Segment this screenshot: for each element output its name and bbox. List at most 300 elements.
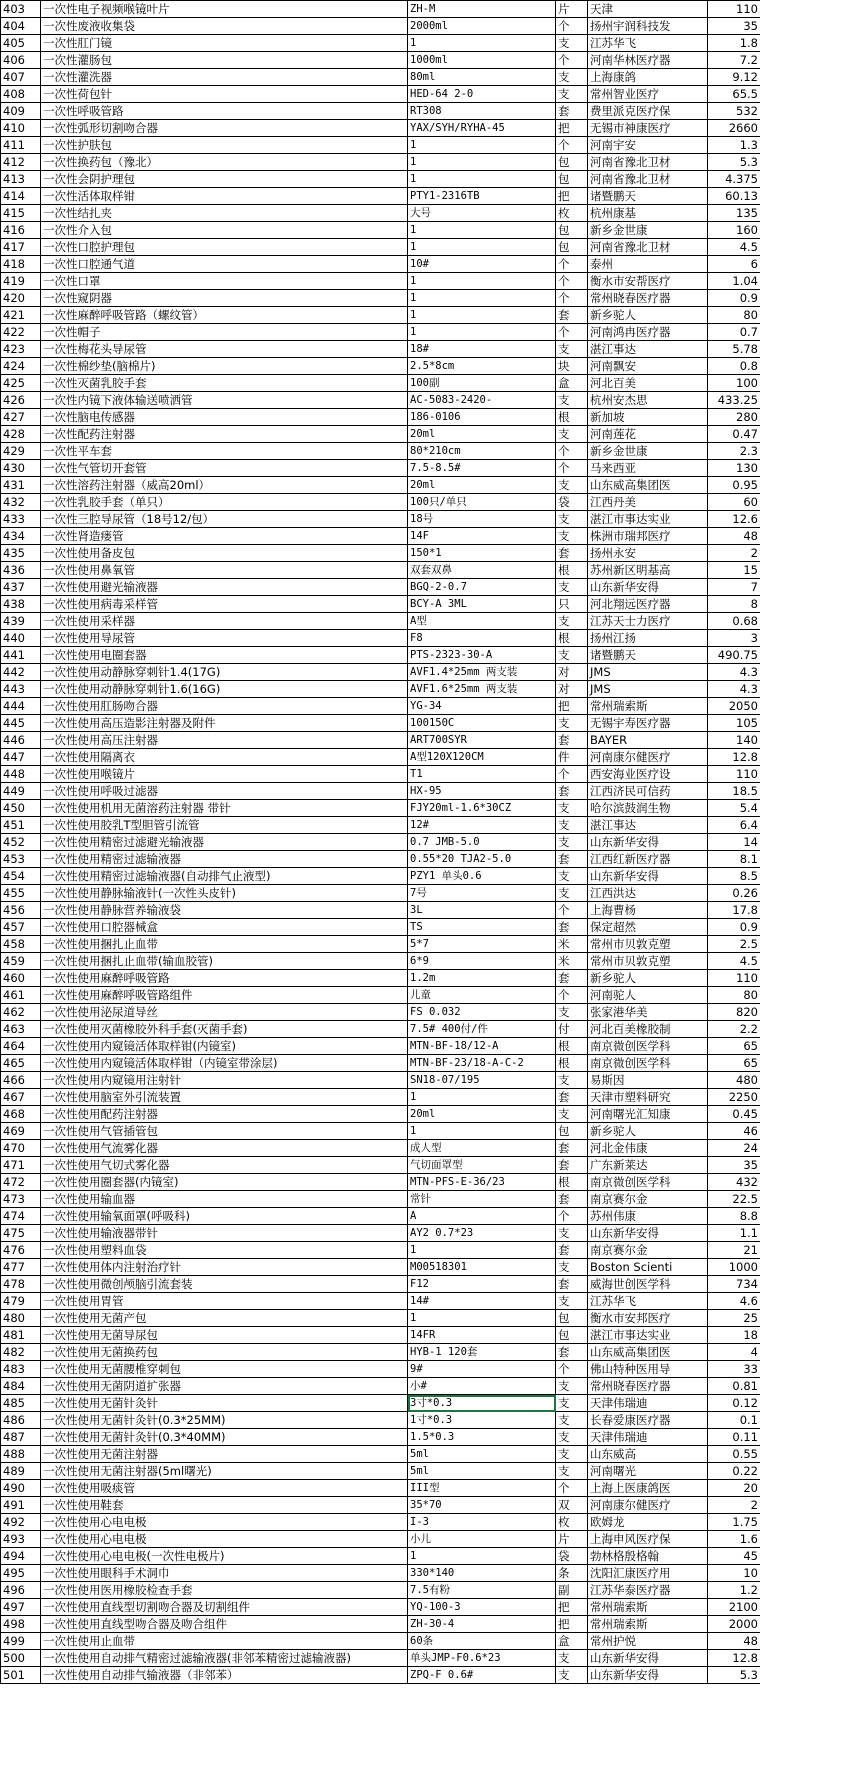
spec-cell[interactable]: 1 <box>408 1123 556 1140</box>
price-cell[interactable]: 4 <box>708 1344 761 1361</box>
row-number-cell[interactable]: 484 <box>1 1378 41 1395</box>
spec-cell[interactable]: 18# <box>408 341 556 358</box>
supplier-cell[interactable]: 保定超然 <box>588 919 708 936</box>
row-number-cell[interactable]: 482 <box>1 1344 41 1361</box>
item-name-cell[interactable]: 一次性使用无菌阴道扩张器 <box>41 1378 408 1395</box>
unit-cell[interactable]: 米 <box>556 953 588 970</box>
supplier-cell[interactable]: 河南飘安 <box>588 358 708 375</box>
supplier-cell[interactable]: 江西丹美 <box>588 494 708 511</box>
row-number-cell[interactable]: 500 <box>1 1650 41 1667</box>
unit-cell[interactable]: 套 <box>556 1157 588 1174</box>
table-row[interactable] <box>1 1038 761 1055</box>
item-name-cell[interactable]: 一次性使用捆扎止血带 <box>41 936 408 953</box>
table-row[interactable] <box>1 902 761 919</box>
table-row[interactable] <box>1 749 761 766</box>
supplier-cell[interactable]: 上海上医康鸽医 <box>588 1480 708 1497</box>
price-cell[interactable]: 5.4 <box>708 800 761 817</box>
spec-cell[interactable]: 1 <box>408 1548 556 1565</box>
item-name-cell[interactable]: 一次性换药包（豫北） <box>41 154 408 171</box>
supplier-cell[interactable]: 诸暨鹏天 <box>588 188 708 205</box>
spec-cell[interactable]: YG-34 <box>408 698 556 715</box>
spec-cell[interactable]: 150*1 <box>408 545 556 562</box>
price-cell[interactable]: 110 <box>708 1 761 18</box>
item-name-cell[interactable]: 一次性使用直线型吻合器及吻合组件 <box>41 1616 408 1633</box>
table-row[interactable] <box>1 137 761 154</box>
unit-cell[interactable]: 根 <box>556 562 588 579</box>
spec-cell[interactable]: 3寸*0.3 <box>408 1395 556 1412</box>
row-number-cell[interactable]: 473 <box>1 1191 41 1208</box>
price-cell[interactable]: 17.8 <box>708 902 761 919</box>
table-row[interactable] <box>1 1616 761 1633</box>
spec-cell[interactable]: FS 0.032 <box>408 1004 556 1021</box>
row-number-cell[interactable]: 476 <box>1 1242 41 1259</box>
price-cell[interactable]: 2.5 <box>708 936 761 953</box>
price-cell[interactable]: 35 <box>708 18 761 35</box>
item-name-cell[interactable]: 一次性使用喉镜片 <box>41 766 408 783</box>
price-cell[interactable]: 20 <box>708 1480 761 1497</box>
table-row[interactable] <box>1 1123 761 1140</box>
table-row[interactable] <box>1 1344 761 1361</box>
unit-cell[interactable]: 套 <box>556 732 588 749</box>
spec-cell[interactable]: HED-64 2-0 <box>408 86 556 103</box>
row-number-cell[interactable]: 459 <box>1 953 41 970</box>
table-row[interactable] <box>1 970 761 987</box>
item-name-cell[interactable]: 一次性使用吸痰管 <box>41 1480 408 1497</box>
row-number-cell[interactable]: 437 <box>1 579 41 596</box>
unit-cell[interactable]: 个 <box>556 290 588 307</box>
supplier-cell[interactable]: 无锡市神康医疗 <box>588 120 708 137</box>
item-name-cell[interactable]: 一次性废液收集袋 <box>41 18 408 35</box>
unit-cell[interactable]: 个 <box>556 460 588 477</box>
item-name-cell[interactable]: 一次性使用避光输液器 <box>41 579 408 596</box>
item-name-cell[interactable]: 一次性使用泌尿道导丝 <box>41 1004 408 1021</box>
row-number-cell[interactable]: 416 <box>1 222 41 239</box>
price-cell[interactable]: 8.5 <box>708 868 761 885</box>
row-number-cell[interactable]: 415 <box>1 205 41 222</box>
supplier-cell[interactable]: 衡水市安帮医疗 <box>588 273 708 290</box>
row-number-cell[interactable]: 438 <box>1 596 41 613</box>
item-name-cell[interactable]: 一次性灭菌乳胶手套 <box>41 375 408 392</box>
price-cell[interactable]: 0.7 <box>708 324 761 341</box>
row-number-cell[interactable]: 483 <box>1 1361 41 1378</box>
row-number-cell[interactable]: 471 <box>1 1157 41 1174</box>
spec-cell[interactable]: HX-95 <box>408 783 556 800</box>
row-number-cell[interactable]: 453 <box>1 851 41 868</box>
item-name-cell[interactable]: 一次性使用体内注射治疗针 <box>41 1259 408 1276</box>
unit-cell[interactable]: 支 <box>556 1378 588 1395</box>
unit-cell[interactable]: 支 <box>556 1225 588 1242</box>
supplier-cell[interactable]: 上海康鸽 <box>588 69 708 86</box>
unit-cell[interactable]: 支 <box>556 885 588 902</box>
spec-cell[interactable]: MTN-BF-23/18-A-C-2 <box>408 1055 556 1072</box>
table-row[interactable] <box>1 443 761 460</box>
unit-cell[interactable]: 套 <box>556 307 588 324</box>
supplier-cell[interactable]: 河南省豫北卫材 <box>588 239 708 256</box>
item-name-cell[interactable]: 一次性使用塑料血袋 <box>41 1242 408 1259</box>
item-name-cell[interactable]: 一次性使用高压造影注射器及附件 <box>41 715 408 732</box>
item-name-cell[interactable]: 一次性荷包针 <box>41 86 408 103</box>
unit-cell[interactable]: 支 <box>556 1259 588 1276</box>
supplier-cell[interactable]: 江西济民可信药 <box>588 783 708 800</box>
spec-cell[interactable]: 1.2m <box>408 970 556 987</box>
row-number-cell[interactable]: 492 <box>1 1514 41 1531</box>
price-cell[interactable]: 5.3 <box>708 1667 761 1684</box>
row-number-cell[interactable]: 432 <box>1 494 41 511</box>
item-name-cell[interactable]: 一次性配药注射器 <box>41 426 408 443</box>
spec-cell[interactable]: 20ml <box>408 426 556 443</box>
unit-cell[interactable]: 套 <box>556 1089 588 1106</box>
row-number-cell[interactable]: 487 <box>1 1429 41 1446</box>
spec-cell[interactable]: 20ml <box>408 1106 556 1123</box>
spec-cell[interactable]: SN18-07/195 <box>408 1072 556 1089</box>
unit-cell[interactable]: 包 <box>556 1123 588 1140</box>
supplier-cell[interactable]: 江西洪达 <box>588 885 708 902</box>
unit-cell[interactable]: 块 <box>556 358 588 375</box>
item-name-cell[interactable]: 一次性活体取样钳 <box>41 188 408 205</box>
unit-cell[interactable]: 个 <box>556 273 588 290</box>
price-cell[interactable]: 480 <box>708 1072 761 1089</box>
item-name-cell[interactable]: 一次性使用内窥镜活体取样钳（内镜室带涂层) <box>41 1055 408 1072</box>
price-cell[interactable]: 0.1 <box>708 1412 761 1429</box>
item-name-cell[interactable]: 一次性使用无菌针灸针 <box>41 1395 408 1412</box>
unit-cell[interactable]: 枚 <box>556 1514 588 1531</box>
price-cell[interactable]: 532 <box>708 103 761 120</box>
unit-cell[interactable]: 个 <box>556 1480 588 1497</box>
table-row[interactable] <box>1 562 761 579</box>
row-number-cell[interactable]: 451 <box>1 817 41 834</box>
unit-cell[interactable]: 根 <box>556 1038 588 1055</box>
spec-cell[interactable]: 儿童 <box>408 987 556 1004</box>
price-cell[interactable]: 12.8 <box>708 749 761 766</box>
table-row[interactable] <box>1 1293 761 1310</box>
table-row[interactable] <box>1 851 761 868</box>
row-number-cell[interactable]: 404 <box>1 18 41 35</box>
price-cell[interactable]: 2660 <box>708 120 761 137</box>
row-number-cell[interactable]: 462 <box>1 1004 41 1021</box>
table-row[interactable] <box>1 1242 761 1259</box>
supplier-cell[interactable]: 南京微创医学科 <box>588 1055 708 1072</box>
table-row[interactable] <box>1 1463 761 1480</box>
spec-cell[interactable]: BGQ-2-0.7 <box>408 579 556 596</box>
spec-cell[interactable]: 14FR <box>408 1327 556 1344</box>
unit-cell[interactable]: 对 <box>556 681 588 698</box>
unit-cell[interactable]: 支 <box>556 86 588 103</box>
spec-cell[interactable]: 1 <box>408 35 556 52</box>
spec-cell[interactable]: PTS-2323-30-A <box>408 647 556 664</box>
supplier-cell[interactable]: 江苏天士力医疗 <box>588 613 708 630</box>
price-cell[interactable]: 33 <box>708 1361 761 1378</box>
supplier-cell[interactable]: 河南鸿冉医疗器 <box>588 324 708 341</box>
item-name-cell[interactable]: 一次性使用无菌导尿包 <box>41 1327 408 1344</box>
row-number-cell[interactable]: 461 <box>1 987 41 1004</box>
unit-cell[interactable]: 袋 <box>556 1548 588 1565</box>
supplier-cell[interactable]: 河南莲花 <box>588 426 708 443</box>
unit-cell[interactable]: 包 <box>556 222 588 239</box>
price-cell[interactable]: 0.11 <box>708 1429 761 1446</box>
item-name-cell[interactable]: 一次性使用胶乳T型胆管引流管 <box>41 817 408 834</box>
supplier-cell[interactable]: 天津市塑料研究 <box>588 1089 708 1106</box>
spec-cell[interactable]: AVF1.4*25mm 两支装 <box>408 664 556 681</box>
supplier-cell[interactable]: 扬州宇润科技发 <box>588 18 708 35</box>
supplier-cell[interactable]: 湛江事达 <box>588 817 708 834</box>
row-number-cell[interactable]: 486 <box>1 1412 41 1429</box>
supplier-cell[interactable]: Boston Scienti <box>588 1259 708 1276</box>
spec-cell[interactable]: F8 <box>408 630 556 647</box>
table-row[interactable] <box>1 1 761 18</box>
unit-cell[interactable]: 支 <box>556 35 588 52</box>
item-name-cell[interactable]: 一次性使用麻醉呼吸管路组件 <box>41 987 408 1004</box>
price-cell[interactable]: 6.4 <box>708 817 761 834</box>
item-name-cell[interactable]: 一次性使用电圈套器 <box>41 647 408 664</box>
price-cell[interactable]: 110 <box>708 970 761 987</box>
spec-cell[interactable]: YAX/SYH/RYHA-45 <box>408 120 556 137</box>
supplier-cell[interactable]: 新乡驼人 <box>588 1123 708 1140</box>
spec-cell[interactable]: 小# <box>408 1378 556 1395</box>
spec-cell[interactable]: F12 <box>408 1276 556 1293</box>
price-cell[interactable]: 4.6 <box>708 1293 761 1310</box>
supplier-cell[interactable]: 江苏华飞 <box>588 35 708 52</box>
unit-cell[interactable]: 支 <box>556 341 588 358</box>
price-cell[interactable]: 21 <box>708 1242 761 1259</box>
supplier-cell[interactable]: 长春爱康医疗器 <box>588 1412 708 1429</box>
supplier-cell[interactable]: 新加坡 <box>588 409 708 426</box>
price-cell[interactable]: 2 <box>708 545 761 562</box>
unit-cell[interactable]: 支 <box>556 800 588 817</box>
table-row[interactable] <box>1 528 761 545</box>
item-name-cell[interactable]: 一次性使用鼻氧管 <box>41 562 408 579</box>
unit-cell[interactable]: 套 <box>556 1191 588 1208</box>
supplier-cell[interactable]: 易斯因 <box>588 1072 708 1089</box>
spec-cell[interactable]: 1.5*0.3 <box>408 1429 556 1446</box>
row-number-cell[interactable]: 455 <box>1 885 41 902</box>
table-row[interactable] <box>1 120 761 137</box>
supplier-cell[interactable]: 泰州 <box>588 256 708 273</box>
item-name-cell[interactable]: 一次性灌肠包 <box>41 52 408 69</box>
price-cell[interactable]: 2 <box>708 1497 761 1514</box>
spec-cell[interactable]: ART700SYR <box>408 732 556 749</box>
row-number-cell[interactable]: 430 <box>1 460 41 477</box>
spec-cell[interactable]: 大号 <box>408 205 556 222</box>
price-cell[interactable]: 135 <box>708 205 761 222</box>
table-row[interactable] <box>1 1429 761 1446</box>
supplier-cell[interactable]: 扬州江扬 <box>588 630 708 647</box>
price-cell[interactable]: 65 <box>708 1038 761 1055</box>
item-name-cell[interactable]: 一次性使用自动排气输液器（非邻苯） <box>41 1667 408 1684</box>
row-number-cell[interactable]: 422 <box>1 324 41 341</box>
supplier-cell[interactable]: 苏州新区明基高 <box>588 562 708 579</box>
unit-cell[interactable]: 片 <box>556 1 588 18</box>
supplier-cell[interactable]: 山东新华安得 <box>588 579 708 596</box>
item-name-cell[interactable]: 一次性使用脑室外引流装置 <box>41 1089 408 1106</box>
row-number-cell[interactable]: 440 <box>1 630 41 647</box>
supplier-cell[interactable]: 南京赛尔金 <box>588 1242 708 1259</box>
item-name-cell[interactable]: 一次性电子视频喉镜叶片 <box>41 1 408 18</box>
price-cell[interactable]: 100 <box>708 375 761 392</box>
unit-cell[interactable]: 套 <box>556 545 588 562</box>
row-number-cell[interactable]: 495 <box>1 1565 41 1582</box>
row-number-cell[interactable]: 408 <box>1 86 41 103</box>
unit-cell[interactable]: 支 <box>556 528 588 545</box>
unit-cell[interactable]: 片 <box>556 1531 588 1548</box>
item-name-cell[interactable]: 一次性使用心电电极 <box>41 1531 408 1548</box>
row-number-cell[interactable]: 423 <box>1 341 41 358</box>
table-row[interactable] <box>1 1582 761 1599</box>
spec-cell[interactable]: ZPQ-F 0.6# <box>408 1667 556 1684</box>
supplier-cell[interactable]: 河南康尔健医疗 <box>588 1497 708 1514</box>
price-cell[interactable]: 35 <box>708 1157 761 1174</box>
row-number-cell[interactable]: 463 <box>1 1021 41 1038</box>
row-number-cell[interactable]: 414 <box>1 188 41 205</box>
supplier-cell[interactable]: JMS <box>588 664 708 681</box>
row-number-cell[interactable]: 403 <box>1 1 41 18</box>
supplier-cell[interactable]: 湛江市事达实业 <box>588 511 708 528</box>
unit-cell[interactable]: 支 <box>556 1293 588 1310</box>
item-name-cell[interactable]: 一次性窥阴器 <box>41 290 408 307</box>
row-number-cell[interactable]: 469 <box>1 1123 41 1140</box>
table-row[interactable] <box>1 834 761 851</box>
row-number-cell[interactable]: 425 <box>1 375 41 392</box>
item-name-cell[interactable]: 一次性使用气切式雾化器 <box>41 1157 408 1174</box>
row-number-cell[interactable]: 489 <box>1 1463 41 1480</box>
price-cell[interactable]: 0.9 <box>708 919 761 936</box>
row-number-cell[interactable]: 450 <box>1 800 41 817</box>
row-number-cell[interactable]: 488 <box>1 1446 41 1463</box>
unit-cell[interactable]: 把 <box>556 1599 588 1616</box>
row-number-cell[interactable]: 413 <box>1 171 41 188</box>
spec-cell[interactable]: 186-0106 <box>408 409 556 426</box>
table-row[interactable] <box>1 86 761 103</box>
row-number-cell[interactable]: 452 <box>1 834 41 851</box>
item-name-cell[interactable]: 一次性使用灭菌橡胶外科手套(灭菌手套) <box>41 1021 408 1038</box>
table-row[interactable] <box>1 1361 761 1378</box>
spec-cell[interactable]: TS <box>408 919 556 936</box>
item-name-cell[interactable]: 一次性内镜下液体输送喷洒管 <box>41 392 408 409</box>
unit-cell[interactable]: 包 <box>556 1327 588 1344</box>
spec-cell[interactable]: 3L <box>408 902 556 919</box>
table-row[interactable] <box>1 579 761 596</box>
spec-cell[interactable]: 35*70 <box>408 1497 556 1514</box>
supplier-cell[interactable]: 天津 <box>588 1 708 18</box>
item-name-cell[interactable]: 一次性口腔通气道 <box>41 256 408 273</box>
price-cell[interactable]: 25 <box>708 1310 761 1327</box>
unit-cell[interactable]: 支 <box>556 477 588 494</box>
table-row[interactable] <box>1 1225 761 1242</box>
row-number-cell[interactable]: 454 <box>1 868 41 885</box>
table-row[interactable] <box>1 1310 761 1327</box>
price-cell[interactable]: 45 <box>708 1548 761 1565</box>
row-number-cell[interactable]: 411 <box>1 137 41 154</box>
spec-cell[interactable]: 1 <box>408 1310 556 1327</box>
spec-cell[interactable]: 6*9 <box>408 953 556 970</box>
price-cell[interactable]: 5.78 <box>708 341 761 358</box>
row-number-cell[interactable]: 478 <box>1 1276 41 1293</box>
unit-cell[interactable]: 套 <box>556 1344 588 1361</box>
price-cell[interactable]: 1.2 <box>708 1582 761 1599</box>
table-row[interactable] <box>1 681 761 698</box>
unit-cell[interactable]: 支 <box>556 1004 588 1021</box>
item-name-cell[interactable]: 一次性使用导尿管 <box>41 630 408 647</box>
row-number-cell[interactable]: 491 <box>1 1497 41 1514</box>
row-number-cell[interactable]: 409 <box>1 103 41 120</box>
table-row[interactable] <box>1 545 761 562</box>
supplier-cell[interactable]: 江苏华泰医疗器 <box>588 1582 708 1599</box>
unit-cell[interactable]: 支 <box>556 715 588 732</box>
unit-cell[interactable]: 把 <box>556 1616 588 1633</box>
item-name-cell[interactable]: 一次性使用精密过滤避光输液器 <box>41 834 408 851</box>
spec-cell[interactable]: III型 <box>408 1480 556 1497</box>
table-row[interactable] <box>1 69 761 86</box>
table-row[interactable] <box>1 647 761 664</box>
supplier-cell[interactable]: 常州晓春医疗器 <box>588 290 708 307</box>
supplier-cell[interactable]: 山东威高 <box>588 1446 708 1463</box>
unit-cell[interactable]: 支 <box>556 817 588 834</box>
table-row[interactable] <box>1 1072 761 1089</box>
item-name-cell[interactable]: 一次性脑电传感器 <box>41 409 408 426</box>
row-number-cell[interactable]: 449 <box>1 783 41 800</box>
supplier-cell[interactable]: 湛江事达 <box>588 341 708 358</box>
item-name-cell[interactable]: 一次性口腔护理包 <box>41 239 408 256</box>
supplier-cell[interactable]: 苏州伟康 <box>588 1208 708 1225</box>
price-cell[interactable]: 433.25 <box>708 392 761 409</box>
row-number-cell[interactable]: 435 <box>1 545 41 562</box>
supplier-cell[interactable]: 河南曙光 <box>588 1463 708 1480</box>
supplier-cell[interactable]: BAYER <box>588 732 708 749</box>
row-number-cell[interactable]: 447 <box>1 749 41 766</box>
item-name-cell[interactable]: 一次性弧形切割吻合器 <box>41 120 408 137</box>
unit-cell[interactable]: 个 <box>556 987 588 1004</box>
spec-cell[interactable]: 1寸*0.3 <box>408 1412 556 1429</box>
unit-cell[interactable]: 只 <box>556 596 588 613</box>
item-name-cell[interactable]: 一次性溶药注射器（威高20ml） <box>41 477 408 494</box>
spec-cell[interactable]: A <box>408 1208 556 1225</box>
item-name-cell[interactable]: 一次性使用麻醉呼吸管路 <box>41 970 408 987</box>
item-name-cell[interactable]: 一次性使用无菌注射器(5ml曙光) <box>41 1463 408 1480</box>
table-row[interactable] <box>1 868 761 885</box>
spec-cell[interactable]: 60条 <box>408 1633 556 1650</box>
row-number-cell[interactable]: 429 <box>1 443 41 460</box>
price-cell[interactable]: 3 <box>708 630 761 647</box>
row-number-cell[interactable]: 497 <box>1 1599 41 1616</box>
unit-cell[interactable]: 根 <box>556 409 588 426</box>
price-cell[interactable]: 0.12 <box>708 1395 761 1412</box>
unit-cell[interactable]: 双 <box>556 1497 588 1514</box>
row-number-cell[interactable]: 445 <box>1 715 41 732</box>
unit-cell[interactable]: 条 <box>556 1565 588 1582</box>
row-number-cell[interactable]: 443 <box>1 681 41 698</box>
item-name-cell[interactable]: 一次性使用捆扎止血带(输血胶管) <box>41 953 408 970</box>
item-name-cell[interactable]: 一次性使用内窥镜活体取样钳(内镜室) <box>41 1038 408 1055</box>
table-row[interactable] <box>1 953 761 970</box>
price-cell[interactable]: 0.81 <box>708 1378 761 1395</box>
table-row[interactable] <box>1 732 761 749</box>
supplier-cell[interactable]: 南京微创医学科 <box>588 1038 708 1055</box>
price-cell[interactable]: 65.5 <box>708 86 761 103</box>
price-cell[interactable]: 1.3 <box>708 137 761 154</box>
item-name-cell[interactable]: 一次性使用鞋套 <box>41 1497 408 1514</box>
price-cell[interactable]: 2000 <box>708 1616 761 1633</box>
unit-cell[interactable]: 把 <box>556 698 588 715</box>
price-cell[interactable]: 140 <box>708 732 761 749</box>
unit-cell[interactable]: 支 <box>556 834 588 851</box>
item-name-cell[interactable]: 一次性使用精密过滤输液器 <box>41 851 408 868</box>
spec-cell[interactable]: 14F <box>408 528 556 545</box>
table-row[interactable] <box>1 52 761 69</box>
item-name-cell[interactable]: 一次性使用无菌产包 <box>41 1310 408 1327</box>
spec-cell[interactable]: PZY1 单头0.6 <box>408 868 556 885</box>
spec-cell[interactable]: 5ml <box>408 1446 556 1463</box>
table-row[interactable] <box>1 1106 761 1123</box>
item-name-cell[interactable]: 一次性使用无菌注射器 <box>41 1446 408 1463</box>
